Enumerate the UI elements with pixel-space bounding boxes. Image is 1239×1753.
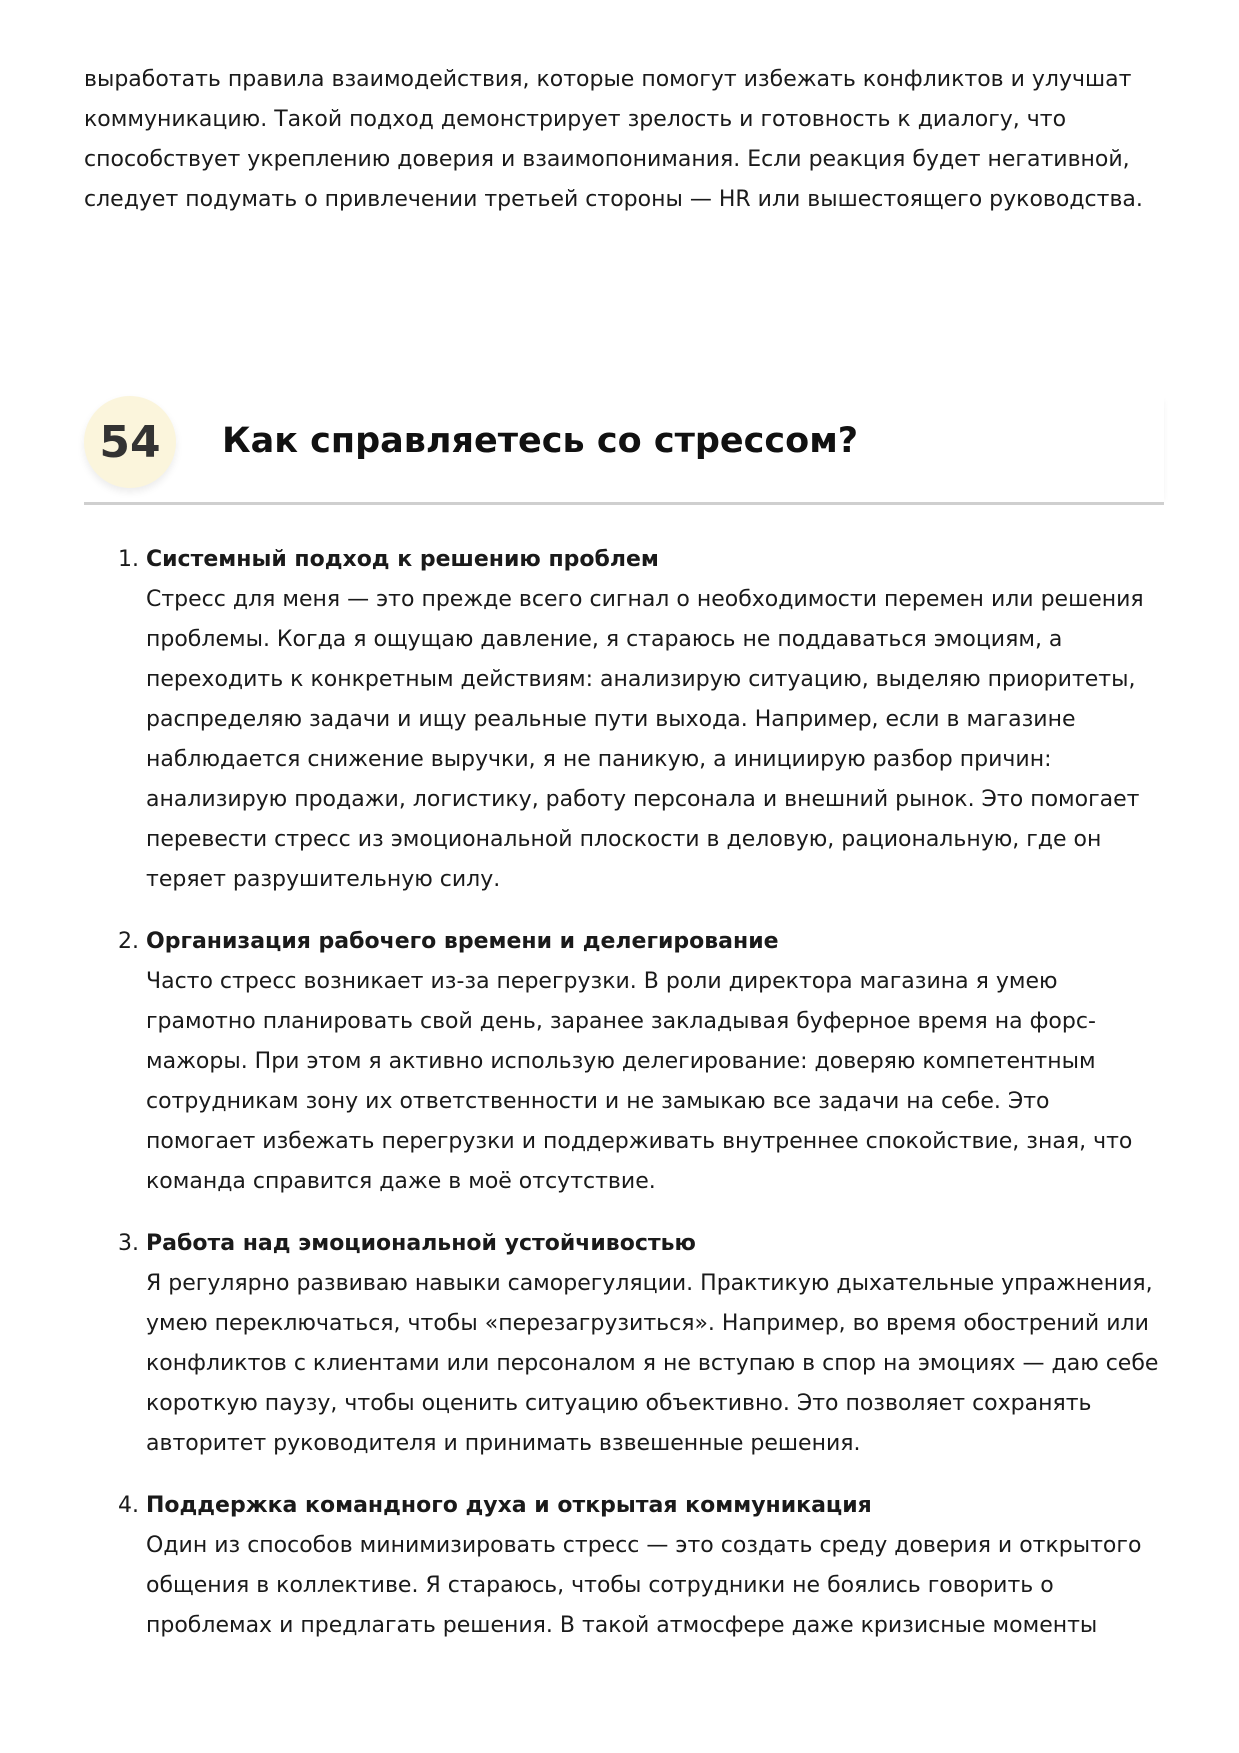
list-item-heading: Поддержка командного духа и открытая коммуникация (146, 1493, 872, 1518)
section-number-badge: 54 (84, 396, 176, 488)
list-item-body: Один из способов минимизировать стресс — это создать среду доверия и открытого общения в коллективе. Я стараюсь, чтобы сотрудники не боялись говорить о проблемах и предлагать решения. В такой атмосфере даже кризисные моменты (146, 1533, 1142, 1638)
intro-paragraph: выработать правила взаимодействия, которые помогут избежать конфликтов и улучшат коммуникацию. Такой подход демонстрирует зрелость и готовность к диалогу, что способствует укреплению доверия и взаимопонимания. Если реакция будет негативной, следует подумать о привлечении третьей стороны — HR или вышестоящего руководства. (84, 67, 1143, 212)
list-item-number: 4. (118, 1493, 139, 1518)
answer-list (84, 540, 1164, 1668)
list-item-heading: Системный подход к решению проблем (146, 547, 659, 572)
list-item-heading: Работа над эмоциональной устойчивостью (146, 1231, 696, 1256)
list-item (84, 1486, 1164, 1646)
list-item (84, 922, 1164, 1202)
section-header (84, 396, 1164, 505)
list-item-heading: Организация рабочего времени и делегирование (146, 929, 779, 954)
list-item (84, 1224, 1164, 1464)
list-item-body: Часто стресс возникает из-за перегрузки. В роли директора магазина я умею грамотно планировать свой день, заранее закладывая буферное время на форс-мажоры. При этом я активно использую делегирование: доверяю компетентным сотрудникам зону их ответственности и не замыкаю все задачи на себе. Это помогает избежать перегрузки и поддерживать внутреннее спокойствие, зная, что команда справится даже в моё отсутствие. (146, 969, 1133, 1194)
list-item-body: Я регулярно развиваю навыки саморегуляции. Практикую дыхательные упражнения, умею переключаться, чтобы «перезагрузиться». Например, во время обострений или конфликтов с клиентами или персоналом я не вступаю в спор на эмоциях — даю себе короткую паузу, чтобы оценить ситуацию объективно. Это позволяет сохранять авторитет руководителя и принимать взвешенные решения. (146, 1271, 1159, 1456)
list-item-number: 2. (118, 929, 139, 954)
list-item (84, 540, 1164, 900)
list-item-number: 3. (118, 1231, 139, 1256)
section-title: Как справляетесь со стрессом? (222, 421, 859, 461)
list-item-number: 1. (118, 547, 139, 572)
list-item-body: Стресс для меня — это прежде всего сигнал о необходимости перемен или решения проблемы. Когда я ощущаю давление, я стараюсь не поддаваться эмоциям, а переходить к конкретным действиям: анализирую ситуацию, выделяю приоритеты, распределяю задачи и ищу реальные пути выхода. Например, если в магазине наблюдается снижение выручки, я не паникую, а инициирую разбор причин: анализирую продажи, логистику, работу персонала и внешний рынок. Это помогает перевести стресс из эмоциональной плоскости в деловую, рациональную, где он теряет разрушительную силу. (146, 587, 1144, 892)
